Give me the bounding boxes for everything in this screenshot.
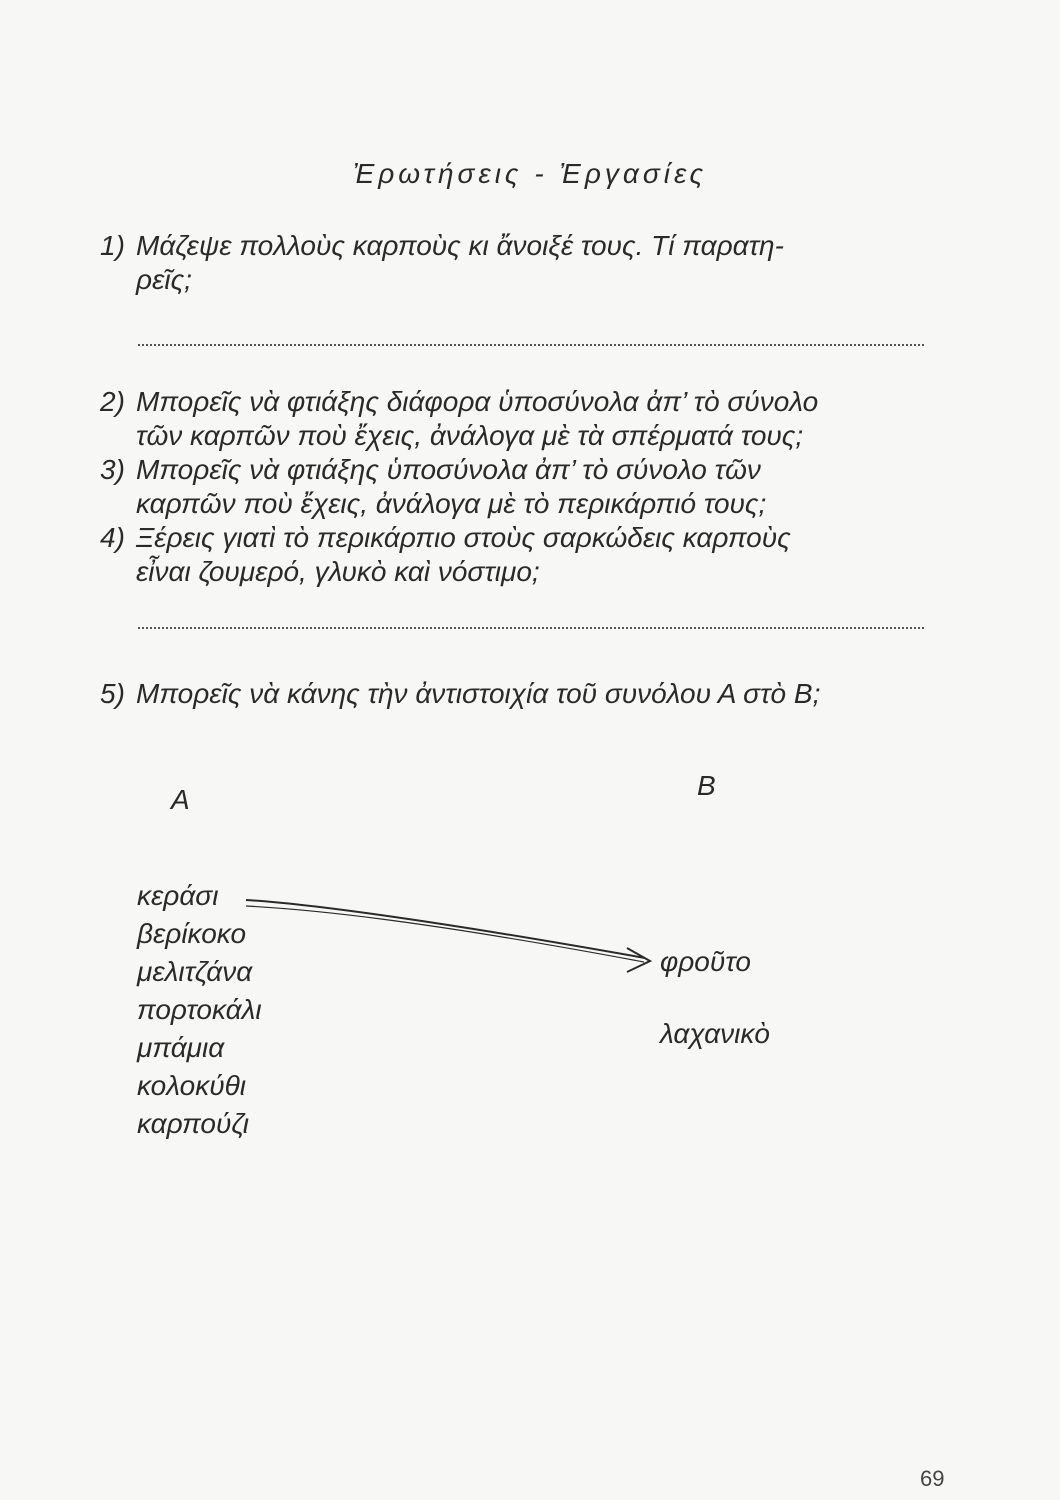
question-3-number: 3) (100, 454, 125, 485)
question-1-number: 1) (100, 230, 125, 261)
set-a-item[interactable]: μπάμια (137, 1032, 225, 1063)
set-a-item[interactable]: πορτοκάλι (137, 994, 262, 1025)
question-4-line-2: εἶναι ζουμερό, γλυκὸ καὶ νόστιμο; (136, 556, 540, 587)
page-number: 69 (920, 1466, 945, 1491)
question-2-number: 2) (100, 386, 125, 417)
set-b-item[interactable]: φροῦτο (660, 946, 751, 977)
set-a-item[interactable]: κολοκύθι (137, 1070, 246, 1101)
question-3-line-1: Μπορεῖς νὰ φτιάξης ὑποσύνολα ἀπ’ τὸ σύνολο τῶν (136, 454, 761, 485)
set-a-item[interactable]: μελιτζάνα (137, 956, 253, 987)
set-a-item[interactable]: κεράσι (137, 880, 219, 911)
question-2-line-1: Μπορεῖς νὰ φτιάξης διάφορα ὑποσύνολα ἀπ’ τὸ σύνολο (136, 386, 819, 417)
page-title: Ἐρωτήσεις - Ἐργασίες (352, 158, 708, 189)
question-1-line-1: Μάζεψε πολλοὺς καρποὺς κι ἄνοιξέ τους. Τί παρατη- (136, 230, 784, 261)
set-a-item[interactable]: βερίκοκο (137, 918, 247, 949)
question-5-number: 5) (100, 678, 125, 709)
set-a-label: Α (171, 784, 190, 815)
question-4-number: 4) (100, 522, 125, 553)
question-4-line-1: Ξέρεις γιατὶ τὸ περικάρπιο στοὺς σαρκώδεις καρποὺς (136, 522, 791, 553)
set-b-label: Β (697, 770, 716, 801)
question-5-line-1: Μπορεῖς νὰ κάνης τὴν ἀντιστοιχία τοῦ συνόλου Α στὸ Β; (136, 678, 821, 709)
set-a-item[interactable]: καρπούζι (137, 1108, 249, 1139)
set-b-item[interactable]: λαχανικὸ (660, 1018, 770, 1049)
question-3-line-2: καρπῶν ποὺ ἔχεις, ἀνάλογα μὲ τὸ περικάρπιό τους; (136, 488, 767, 519)
question-1-line-2: ρεῖς; (136, 264, 192, 295)
question-2-line-2: τῶν καρπῶν ποὺ ἔχεις, ἀνάλογα μὲ τὰ σπέρματά τους; (136, 420, 804, 451)
